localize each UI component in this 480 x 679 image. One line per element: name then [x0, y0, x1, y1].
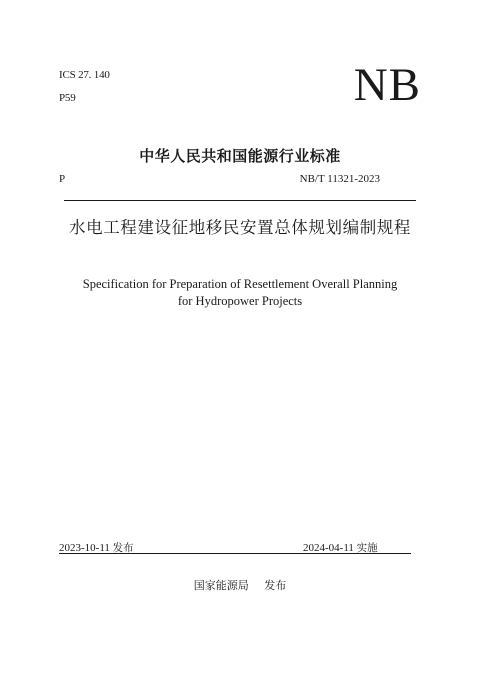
issuer-name: 国家能源局 [193, 579, 249, 592]
title-english-line2: for Hydropower Projects [177, 294, 303, 308]
publish-label: 发布 [112, 542, 134, 554]
issuer-action: 发布 [264, 579, 287, 592]
implement-date: 2024-04-11 [303, 542, 354, 554]
issuer [0, 577, 480, 593]
publish-date: 2023-10-11 [59, 542, 110, 554]
standard-category: 中华人民共和国能源行业标准 [139, 147, 341, 165]
ics-code: ICS 27. 140 [59, 69, 110, 81]
p-mark: P [59, 173, 66, 185]
standard-number: NB/T 11321-2023 [299, 173, 380, 185]
title-english-line1: Specification for Preparation of Resettlement Overall Planning [82, 277, 398, 291]
classification-code: P59 [59, 92, 76, 104]
nb-logo: NB [353, 59, 421, 111]
implement-label: 实施 [356, 542, 378, 554]
title-chinese: 水电工程建设征地移民安置总体规划编制规程 [69, 218, 411, 237]
top-divider [64, 200, 416, 201]
bottom-divider [59, 553, 411, 554]
